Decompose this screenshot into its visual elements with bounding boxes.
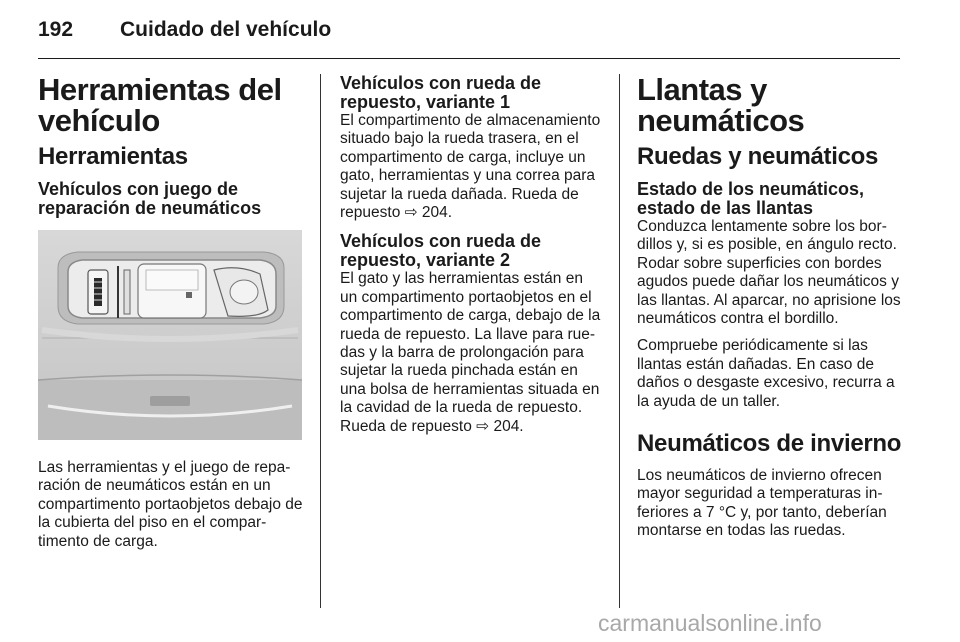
body-paragraph: Compruebe periódicamente si las llantas están dañadas. En caso de daños o desgaste excesivo, recurra a la ayuda de un taller. [637,337,895,410]
body-paragraph: Los neumáticos de invierno ofrecen mayor seguridad a temperaturas inferiores a 7 °C y, por tanto, deberían montarse en todas las ruedas. [637,467,887,540]
subsection-heading: Herramientas [38,143,188,170]
page-header [38,18,900,58]
subsection-heading: Neumáticos de invierno [637,430,902,458]
topic-heading: Vehículos con juego de reparación de neumáticos [38,179,262,218]
watermark: carmanualsonline.info [598,610,822,636]
column-divider-2 [619,74,620,608]
page-number: 192 [38,18,74,41]
section-heading: Herramientas del vehículo [38,72,282,138]
body-paragraph: Conduzca lentamente sobre los bordillos y, si es posible, en ángulo recto. Rodar sobre superficies con bordes agudos puede dañar los neumáticos y las llantas. Al aparcar, no aprisione los neumáticos contra el bordillo. [637,218,901,328]
tool-compartment-photo [38,230,302,440]
chapter-title: Cuidado del vehículo [120,18,332,41]
column-divider-1 [320,74,321,608]
body-paragraph: El gato y las herramientas están en un compartimento portaobjetos en el compartimento de carga, debajo de la rueda de repuesto. La llave para ruedas y la barra de prolongación para sujetar la rueda pinchada están en una bolsa de herramientas situada en la cavidad de la rueda de repuesto. Rueda de repuesto ⇨ 204. [340,270,601,435]
column-1 [38,74,303,560]
column-3 [637,74,902,550]
topic-heading: Vehículos con rueda de repuesto, variante 1 [340,73,542,112]
topic-heading: Estado de los neumáticos, estado de las llantas [637,179,865,218]
section-heading: Llantas y neumáticos [637,72,805,138]
column-2 [340,74,604,445]
body-paragraph: El compartimento de almacenamiento situado bajo la rueda trasera, en el compartimento de carga, incluye un gato, herramientas y una correa para sujetar la rueda dañada. Rueda de repuesto ⇨ 204. [340,112,601,222]
topic-heading: Vehículos con rueda de repuesto, variante 2 [340,231,542,271]
header-rule [38,58,900,59]
subsection-heading: Ruedas y neumáticos [637,143,879,170]
body-paragraph: Las herramientas y el juego de reparación de neumáticos están en un compartimento portaobjetos debajo de la cubierta del piso en el compartimento de carga. [38,459,303,550]
